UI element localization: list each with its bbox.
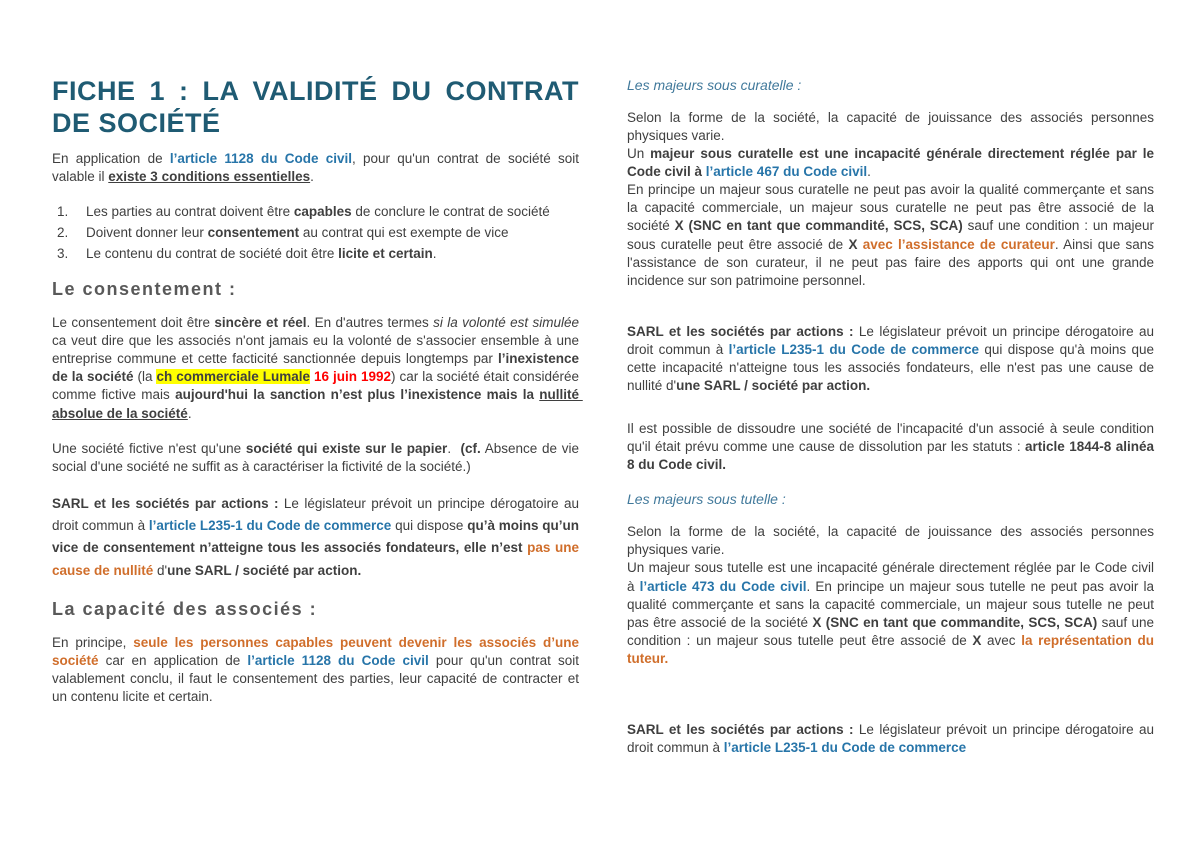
- bold-text: une SARL / société par action.: [676, 378, 871, 394]
- bold-text: consentement: [207, 225, 300, 241]
- text-run: En application de: [52, 150, 170, 166]
- article-reference: l’article 1128 du Code civil: [169, 150, 352, 166]
- list-item: [52, 224, 579, 242]
- article-reference: l’article L235-1 du Code de commerce: [148, 518, 392, 534]
- text-run: Un: [627, 146, 651, 162]
- spacer: [627, 685, 1154, 721]
- highlighted-case-name: ch commerciale Lumale: [156, 369, 310, 385]
- ordered-list: [52, 203, 579, 263]
- text-run: sauf une condition : un majeur sous tutelle peut être associé de: [627, 614, 1158, 648]
- paragraph: [627, 109, 1158, 145]
- text-run: de conclure le contrat de société: [351, 203, 550, 219]
- bold-text: SARL et les sociétés par actions :: [627, 323, 854, 339]
- orange-emphasis-text: avec l’assistance de curateur: [862, 236, 1055, 252]
- subsection-heading: Les majeurs sous tutelle :: [627, 491, 786, 508]
- paragraph: [52, 150, 583, 186]
- bold-text: X (SNC en tant que commandite, SCS, SCA): [812, 614, 1098, 630]
- spacer: [627, 412, 1154, 420]
- left-column: [52, 75, 583, 849]
- title-line: DE SOCIÉTÉ: [52, 108, 221, 139]
- list-item-number: 1.: [57, 203, 69, 219]
- article-reference: l’article 467 du Code civil: [705, 164, 868, 180]
- text-run: Le contenu du contrat de société doit être: [86, 246, 339, 262]
- text-run: Un majeur sous tutelle est une incapacité générale directement réglée par le Code civil à: [627, 560, 1158, 594]
- text-run: Le législateur prévoit un principe dérogatoire au droit commun à: [52, 495, 583, 534]
- text-run: Les parties au contrat doivent être: [86, 203, 294, 219]
- paragraph: [52, 440, 583, 476]
- text-run: Absence de vie social d'une société ne suffit as à caractériser la fictivité de la société.): [52, 440, 583, 474]
- text-run: au contrat qui est exempte de vice: [299, 225, 509, 241]
- underlined-text: existe 3 conditions essentielles: [108, 168, 311, 184]
- paragraph: [627, 559, 1158, 667]
- section-heading: Le consentement :: [52, 279, 237, 300]
- text-run: car en application de: [98, 652, 248, 668]
- article-reference: l’article 473 du Code civil: [639, 578, 807, 594]
- bold-text: qu’à moins qu’un vice de consentement n’atteigne tous les associés fondateurs, elle n’est: [52, 518, 583, 556]
- bold-text: article 1844-8 alinéa 8 du Code civil.: [627, 439, 1158, 473]
- text-run: avec: [981, 632, 1022, 648]
- text-run: sauf une condition : un majeur sous curatelle peut être associé de: [627, 218, 1158, 252]
- underlined-text: nullité absolue de la société: [52, 387, 583, 421]
- text-run: qui dispose qu'à moins que cette incapacité n'atteigne tous les associés fondateurs, elle n'est pas une cause de nullité d': [627, 341, 1158, 394]
- text-run: Il est possible de dissoudre une société de l'incapacité d'un associé à seule condition qu'il était prévu comme une cause de dissolution par les statuts :: [627, 421, 1158, 455]
- list-item-text: [86, 245, 579, 263]
- list-item-text: [86, 224, 579, 242]
- case-date: 16 juin 1992: [313, 369, 391, 385]
- text-run: Une société fictive n'est qu'une: [52, 440, 246, 456]
- bold-text: aujourd'hui la sanction n’est plus l’inexistence mais la: [175, 387, 540, 403]
- text-run: Le consentement doit être: [52, 315, 215, 331]
- bold-text: sincère et réel: [214, 315, 307, 331]
- article-reference: l’article L235-1 du Code de commerce: [728, 341, 980, 357]
- text-run: .: [310, 168, 314, 184]
- document-title: [52, 75, 579, 140]
- list-item: [52, 203, 579, 221]
- bold-text: X: [972, 632, 982, 648]
- italic-text: si la volonté est simulée: [433, 315, 579, 331]
- bold-text: SARL et les sociétés par actions :: [52, 495, 279, 511]
- orange-emphasis-text: seule les personnes capables peuvent devenir les associés d’une société: [52, 634, 583, 668]
- paragraph: [52, 493, 583, 582]
- list-item-number: 2.: [57, 225, 69, 241]
- text-run: .: [432, 246, 437, 262]
- text-run: (la: [133, 369, 157, 385]
- text-run: .: [447, 440, 461, 456]
- text-run: .: [867, 164, 871, 180]
- bold-text: (cf.: [460, 440, 481, 456]
- text-run: ) car la société était considérée comme fictive mais: [52, 369, 583, 403]
- bold-text: capables: [293, 203, 352, 219]
- bold-text: société qui existe sur le papier: [245, 440, 448, 456]
- text-run: Selon la forme de la société, la capacité de jouissance des associés personnes physiques varie.: [627, 110, 1158, 144]
- text-run: Le législateur prévoit un principe dérogatoire au droit commun à: [627, 721, 1158, 756]
- text-run: Selon la forme de la société, la capacité de jouissance des associés personnes physiques varie.: [627, 524, 1158, 558]
- bold-text: licite et certain: [338, 246, 433, 262]
- text-run: . En principe un majeur sous tutelle ne peut pas avoir la qualité commerçante et sans la capacité commerciale, un majeur sous tutelle ne peut pas être associé de la société: [627, 578, 1158, 630]
- text-run: En principe,: [52, 634, 134, 650]
- text-run: . Ainsi que sans l'assistance de son curateur, il ne peut pas faire des apports qui ont une grande incidence sur son patrimoine personnel.: [627, 236, 1158, 288]
- paragraph: [627, 721, 1158, 757]
- text-run: qui dispose: [391, 518, 468, 534]
- text-run: pour qu'un contrat soit valablement conclu, il faut le consentement des parties, leur capacité de contracter et un contenu licite et certain.: [52, 652, 583, 705]
- text-run: , pour qu'un contrat de société soit valable il: [52, 150, 583, 184]
- text-run: ca veut dire que les associés n'ont jamais eu la volonté de s'associer ensemble à une entreprise commune et cette facticité sanctionnée depuis longtemps par: [52, 315, 583, 367]
- bold-text: SARL et les sociétés par actions :: [627, 721, 854, 737]
- section-heading: La capacité des associés :: [52, 598, 318, 619]
- article-reference: l’article 1128 du Code civil: [247, 652, 429, 668]
- text-run: . En d'autres termes: [306, 315, 434, 331]
- subsection-heading: Les majeurs sous curatelle :: [627, 77, 802, 93]
- paragraph: [52, 314, 583, 422]
- list-item: [52, 245, 579, 263]
- bold-text: majeur sous curatelle est une incapacité générale directement réglée par le Code civil à: [627, 146, 1158, 180]
- paragraph: [627, 420, 1158, 474]
- paragraph: [627, 145, 1158, 181]
- bold-text: l’inexistence de la société: [52, 351, 583, 385]
- list-item-number: 3.: [57, 246, 69, 262]
- article-reference: l’article L235-1 du Code de commerce: [723, 740, 967, 756]
- paragraph: [627, 523, 1158, 559]
- text-run: Le législateur prévoit un principe dérogatoire au droit commun à: [627, 323, 1158, 357]
- title-line: FICHE 1 : LA VALIDITÉ DU CONTRAT: [52, 76, 579, 106]
- bold-text: X (SNC en tant que commandité, SCS, SCA): [674, 218, 963, 234]
- orange-emphasis-text: pas une cause de nullité: [52, 540, 583, 578]
- paragraph: [52, 634, 583, 706]
- bold-text: une SARL / société par action.: [167, 562, 362, 578]
- right-column: [627, 75, 1158, 849]
- text-run: Doivent donner leur: [86, 225, 208, 241]
- text-run: d': [153, 562, 168, 578]
- list-item-text: [86, 203, 579, 221]
- bold-text: X: [848, 236, 858, 252]
- text-run: En principe un majeur sous curatelle ne peut pas avoir la qualité commerçante et sans la capacité commerciale, un majeur sous curatelle ne peut pas être associé de la société: [627, 182, 1158, 234]
- text-run: .: [187, 405, 192, 421]
- spacer: [627, 307, 1154, 323]
- paragraph: [627, 181, 1158, 289]
- paragraph: [627, 323, 1158, 395]
- orange-emphasis-text: la représentation du tuteur.: [627, 632, 1158, 666]
